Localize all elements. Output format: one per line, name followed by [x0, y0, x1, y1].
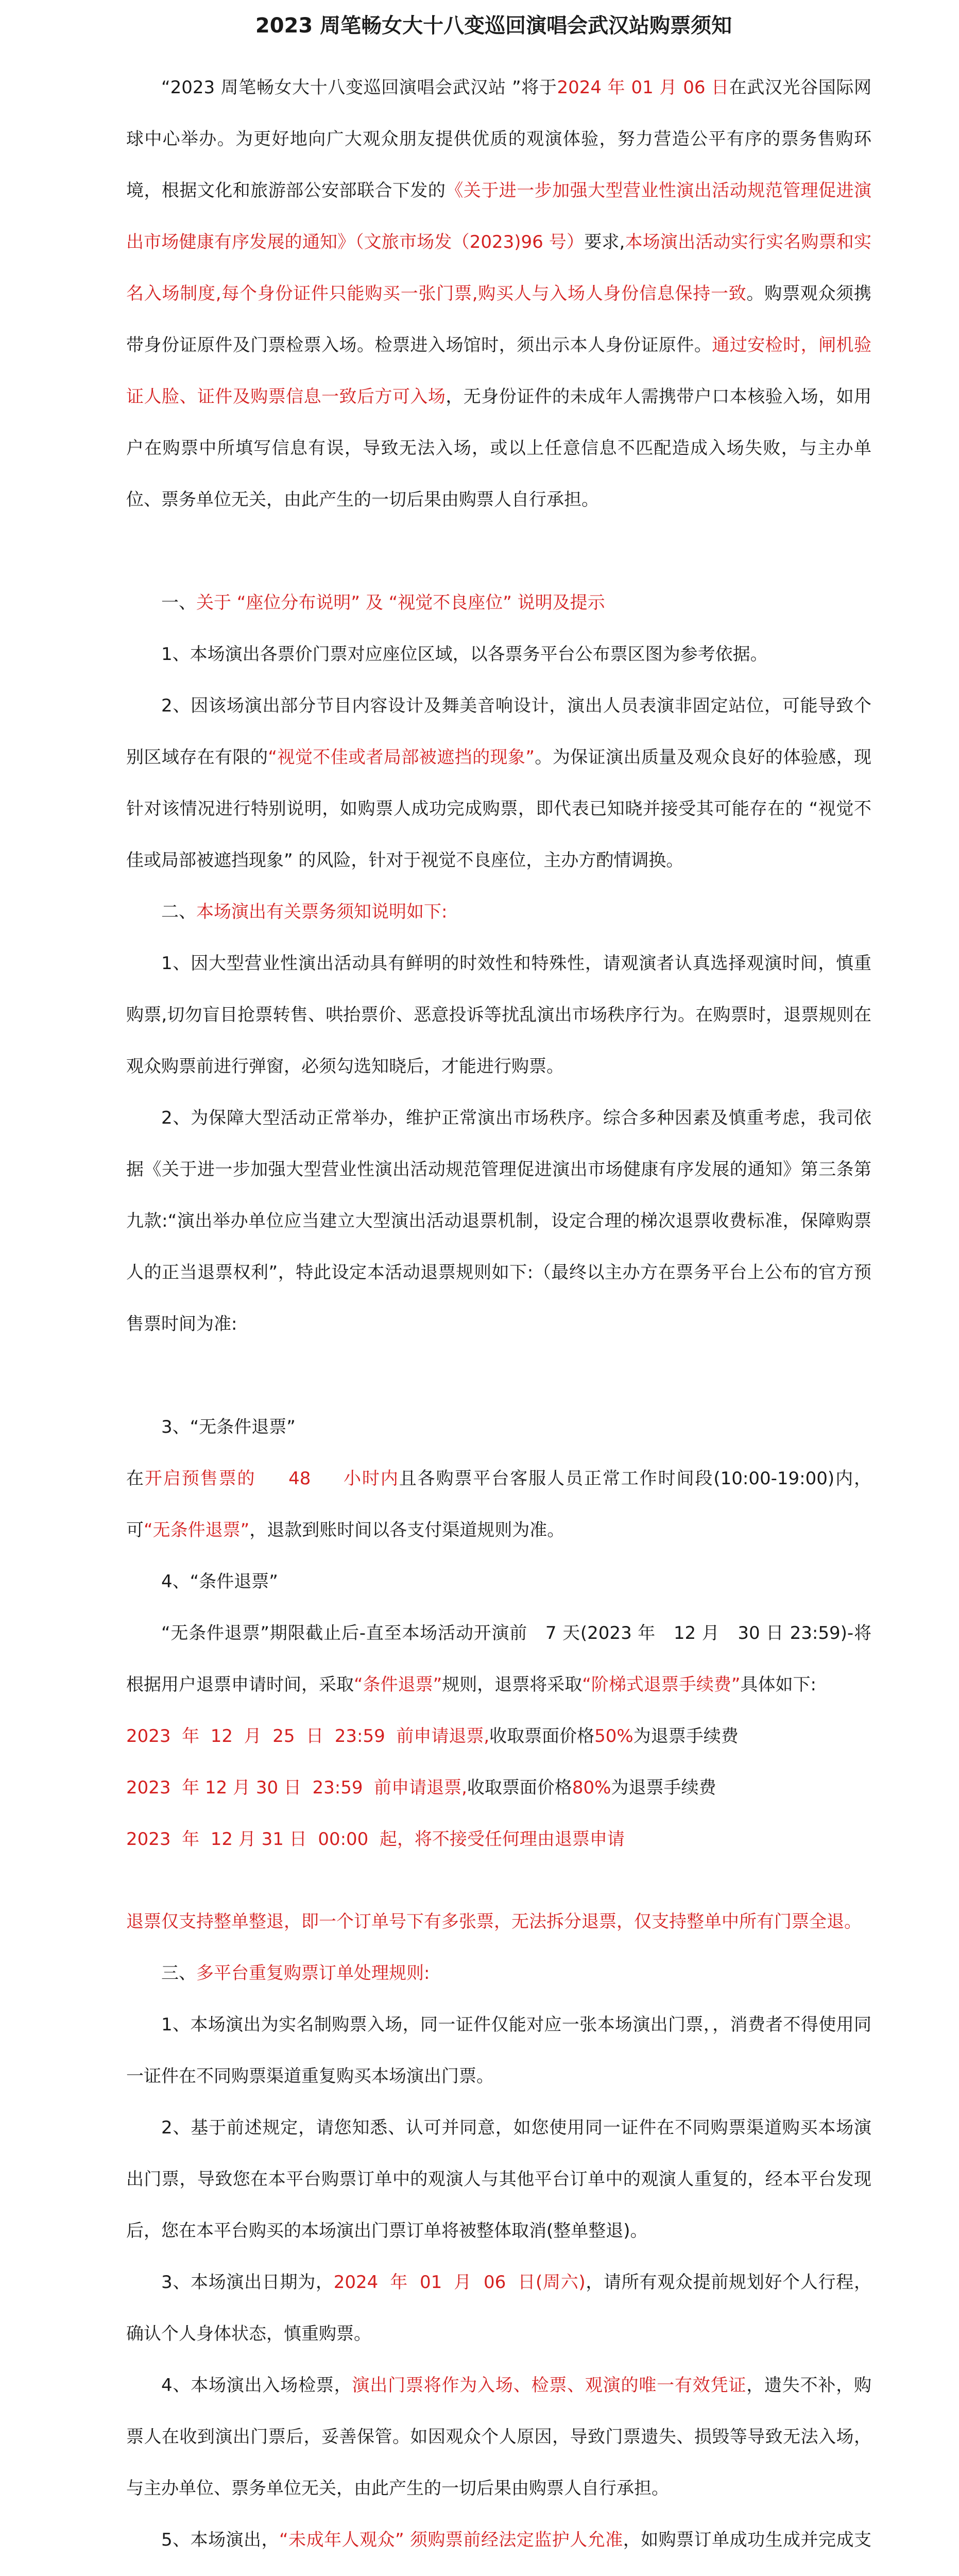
refund-unconditional-label: “无条件退票” — [144, 1520, 250, 1540]
refund-unconditional-a: 在 — [126, 1468, 145, 1489]
duplicate-item-3-b: ，请所有观众提前规划好个人行程，确认个人身体状态，慎重购票。 — [126, 2272, 871, 2344]
spacer — [126, 526, 871, 577]
duplicate-item-4 — [126, 2360, 871, 2514]
refund-conditional-b: 规则，退票将采取 — [442, 1674, 583, 1695]
intro-text-4: 。购票观众须携带身份证原件及门票检票入场。检票进入场馆时，须出示本人身份证原件。 — [126, 283, 871, 355]
refund-conditional-a: “无条件退票”期限截止后-直至本场活动开演前 7 天(2023 年 12 月 30 日 23:59)-将根据用户退票申请时间，采取 — [126, 1623, 871, 1695]
duplicate-item-5-a: 5、本场演出， — [161, 2530, 280, 2550]
refund-tier-3: 2023 年 12 月 31 日 00:00 起，将不接受任何理由退票申请 — [126, 1829, 625, 1850]
section3-heading-text: 多平台重复购票订单处理规则: — [196, 1963, 430, 1984]
intro-text-5: ，无身份证件的未成年人需携带户口本核验入场，如用户在购票中所填写信息有误，导致无法入场，或以上任意信息不匹配造成入场失败，与主办单位、票务单位无关，由此产生的一切后果由购票人自行承担。 — [126, 386, 872, 510]
refund-unconditional-title: 3、“无条件退票” — [161, 1417, 296, 1437]
section2-item-2: 2、为保障大型活动正常举办，维护正常演出市场秩序。综合多种因素及慎重考虑，我司依据《关于进一步加强大型营业性演出活动规范管理促进演出市场健康有序发展的通知》第三条第九款:“演出举办单位应当建立大型演出活动退票机制，设定合理的梯次退票收费标准，保障购票人的正当退票权利”，特此设定本活动退票规则如下:（最终以主办方在票务平台上公布的官方预售票时间为准: — [126, 1108, 871, 1334]
refund-conditional-text — [126, 1607, 871, 1710]
intro-notice-title: 《关于进一步加强大型营业性演出活动规范管理促进演出市场健康有序发展的通知》（文旅市场发（2023)96 号） — [126, 180, 872, 252]
section1-heading-prefix: 一、 — [161, 592, 196, 613]
refund-tier-2-end: 为退票手续费 — [611, 1777, 716, 1798]
refund-tier-1 — [126, 1710, 871, 1762]
intro-date: 2024 年 01 月 06 日 — [557, 77, 729, 98]
duplicate-item-3-a: 3、本场演出日期为， — [161, 2272, 334, 2293]
intro-paragraph — [126, 62, 871, 526]
section1-item-1: 1、本场演出各票价门票对应座位区域，以各票务平台公布票区图为参考依据。 — [161, 644, 768, 665]
section2-item-1: 1、因大型营业性演出活动具有鲜明的时效性和特殊性，请观演者认真选择观演时间，慎重购票,切勿盲目抢票转售、哄抬票价、恶意投诉等扰乱演出市场秩序行为。在购票时，退票规则在观众购票前进行弹窗，必须勾选知晓后，才能进行购票。 — [126, 953, 871, 1077]
show-date: 2024 年 01 月 06 日(周六) — [333, 2272, 586, 2293]
intro-text-1: “2023 周笔畅女大十八变巡回演唱会武汉站 ”将于 — [161, 77, 557, 98]
duplicate-item-5 — [126, 2514, 871, 2576]
spacer — [126, 1350, 871, 1401]
page-title: 2023 周笔畅女大十八变巡回演唱会武汉站购票须知 — [255, 14, 732, 38]
section2-heading — [126, 886, 871, 938]
section1-heading — [126, 577, 871, 629]
refund-tier-2-text: 收取票面价格 — [467, 1777, 572, 1798]
section1-item-2 — [126, 680, 871, 886]
refund-conditional-title: 4、“条件退票” — [161, 1571, 278, 1592]
duplicate-item-4-a: 4、本场演出入场检票， — [161, 2375, 352, 2396]
section1-heading-text: 关于 “座位分布说明” 及 “视觉不良座位” 说明及提示 — [196, 592, 605, 613]
refund-whole-order-rule: 退票仅支持整单整退，即一个订单号下有多张票，无法拆分退票，仅支持整单中所有门票全退。 — [126, 1911, 862, 1932]
intro-text-3: 要求, — [584, 232, 625, 252]
refund-tier-2-percent: 80% — [572, 1777, 611, 1798]
refund-unconditional-window: 开启预售票的 48 小时内 — [144, 1468, 399, 1489]
refund-unconditional-b: 且各购票平台客服人员正常工作时间段(10:00-19:00)内，可 — [126, 1468, 871, 1540]
refund-tier-1-deadline: 2023 年 12 月 25 日 23:59 前申请退票, — [126, 1726, 490, 1747]
refund-conditional-label: “条件退票” — [354, 1674, 442, 1695]
refund-tier-2 — [126, 1762, 871, 1814]
refund-unconditional-text — [126, 1453, 871, 1556]
duplicate-item-3 — [126, 2257, 871, 2360]
section1-item-2-text-b: 。为保证演出质量及观众良好的体验感，现针对该情况进行特别说明，如购票人成功完成购票，即代表已知晓并接受其可能存在的 “视觉不佳或局部被遮挡现象” 的风险，针对于视觉不良座位，主办方酌情调换。 — [126, 747, 872, 871]
duplicate-item-2: 2、基于前述规定，请您知悉、认可并同意，如您使用同一证件在不同购票渠道购买本场演出门票，导致您在本平台购票订单中的观演人与其他平台订单中的观演人重复的，经本平台发现后，您在本平台购买的本场演出门票订单将被整体取消(整单整退)。 — [126, 2117, 871, 2241]
refund-tiered-fee-label: “阶梯式退票手续费” — [582, 1674, 741, 1695]
duplicate-item-1: 1、本场演出为实名制购票入场，同一证件仅能对应一张本场演出门票，，消费者不得使用同一证件在不同购票渠道重复购买本场演出门票。 — [126, 2014, 871, 2087]
refund-tier-1-end: 为退票手续费 — [633, 1726, 739, 1747]
refund-tier-1-text: 收取票面价格 — [489, 1726, 595, 1747]
section1-item-2-text-a: 2、因该场演出部分节目内容设计及舞美音响设计，演出人员表演非固定站位，可能导致个别区域存在有限的 — [126, 696, 871, 768]
intro-realname-rule: 本场演出活动实行实名购票和实名入场制度,每个身份证件只能购买一张门票,购买人与入场人身份信息保持一致 — [126, 232, 871, 304]
intro-verify-rule: 通过安检时，闸机验证人脸、证件及购票信息一致后方可入场 — [126, 335, 872, 407]
refund-conditional-c: 具体如下: — [740, 1674, 816, 1695]
minor-consent-rule: “未成年人观众” 须购票前经法定监护人允准 — [279, 2530, 623, 2550]
refund-tier-1-percent: 50% — [594, 1726, 633, 1747]
section3-heading — [126, 1947, 871, 1999]
intro-text-2: 在武汉光谷国际网球中心举办。为更好地向广大观众朋友提供优质的观演体验，努力营造公平有序的票务售购环境，根据文化和旅游部公安部联合下发的 — [126, 77, 872, 201]
section2-heading-text: 本场演出有关票务须知说明如下: — [196, 902, 448, 922]
refund-unconditional-c: ，退款到账时间以各支付渠道规则为准。 — [249, 1520, 565, 1540]
section1-item-2-red: “视觉不佳或者局部被遮挡的现象” — [268, 747, 535, 768]
spacer — [126, 1865, 871, 1896]
ticket-sole-voucher: 演出门票将作为入场、检票、观演的唯一有效凭证 — [352, 2375, 747, 2396]
duplicate-item-4-b: ，遗失不补，购票人在收到演出门票后，妥善保管。如因观众个人原因，导致门票遗失、损毁等导致无法入场，与主办单位、票务单位无关，由此产生的一切后果由购票人自行承担。 — [126, 2375, 872, 2499]
refund-tier-2-deadline: 2023 年 12 月 30 日 23:59 前申请退票, — [126, 1777, 467, 1798]
section2-heading-prefix: 二、 — [161, 902, 196, 922]
duplicate-item-5-b: ，如购票订单成功生成并完成支 — [623, 2530, 871, 2550]
section3-heading-prefix: 三、 — [161, 1963, 196, 1984]
